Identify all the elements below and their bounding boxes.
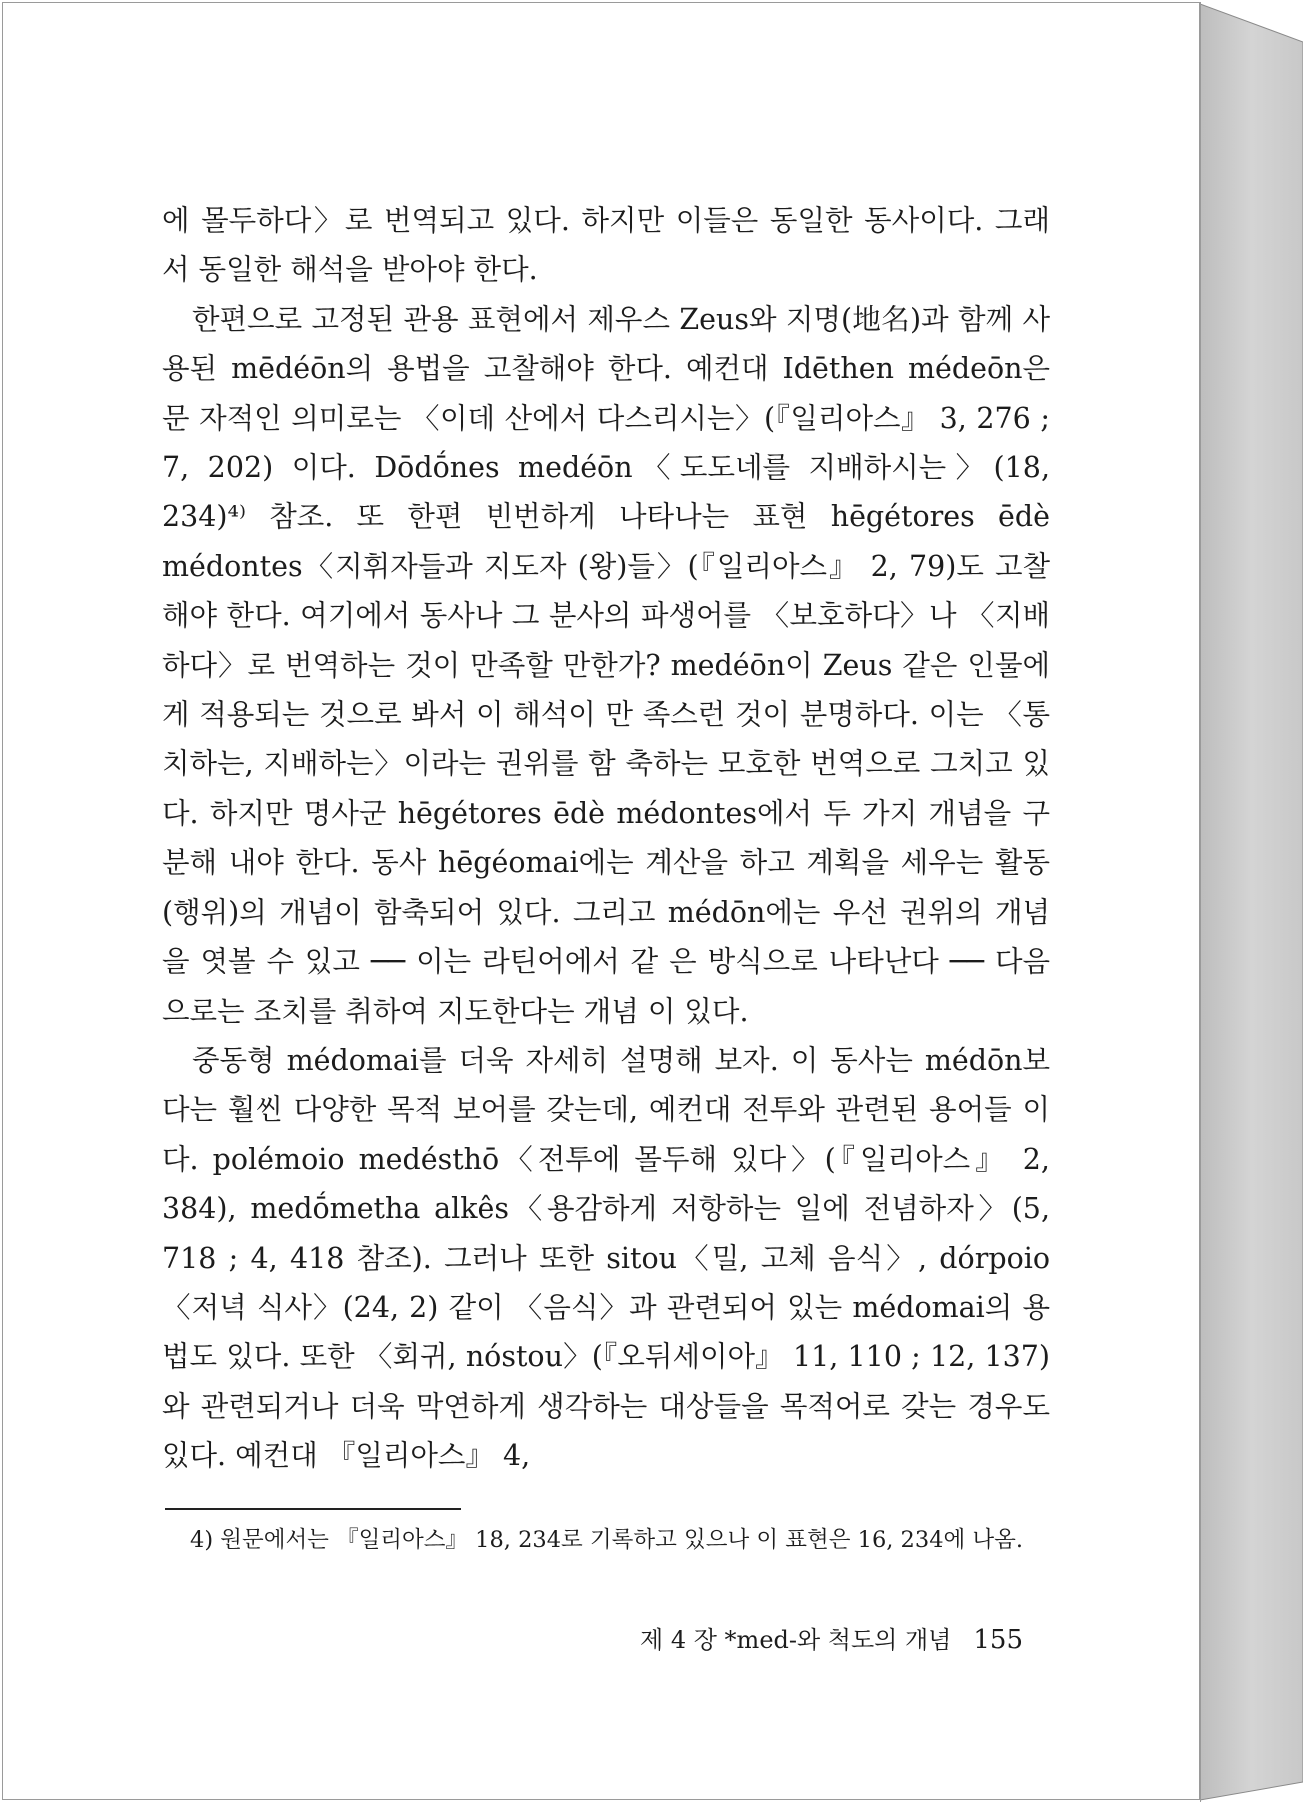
text-line: 은 방식으로 나타난다 ── 다음으로는 조치를 취하여 지도한다는 개념 [162,945,1051,1028]
text-line: 중동형 médomai를 더욱 자세히 설명해 보자. 이 동사는 médōn보 [192,1043,1050,1077]
chapter-title: 제 4 장 *med-와 척도의 개념 [640,1626,952,1654]
text-line: 생각하는 대상들을 목적어로 갖는 경우도 있다. 예컨대 『일리아스』 4, [162,1389,1050,1473]
text-line: médontes에서 두 가지 개념을 구분해 내야 한다. 동사 hēgéomai에는 [162,796,1050,880]
paragraph-1 [162,196,1050,295]
text-line: 축하는 모호한 번역으로 그치고 있다. 하지만 명사군 hēgétores ēdè [162,747,1050,830]
text-line: 이다. polémoio medésthō〈전투에 몰두해 있다〉(『일리아스』 2, 384), [162,1093,1050,1226]
footnote-divider [165,1508,461,1510]
text-line: 자적인 의미로는 〈이데 산에서 다스리시는〉(『일리아스』 3, 276 ; 7, 202) [162,401,1050,485]
text-line: 에 몰두하다〉로 번역되고 있다. 하지만 이들은 동일한 동사이다. 그래 [162,204,1050,237]
page-stack-edge [1200,2,1303,1802]
text-line: medṓmetha alkês〈용감하게 저항하는 일에 전념하자〉(5, 718 ; 4, 418 [162,1192,1051,1275]
text-line: (왕)들〉(『일리아스』 2, 79)도 고찰해야 한다. 여기에서 동사나 그 분사의 [162,549,1051,633]
text-line: medéōn이 Zeus 같은 인물에게 적용되는 것으로 봐서 이 해석이 만 [162,648,1051,732]
text-line: 이다. Dōdṓnes medéōn〈도도네를 지배하시는〉(18, 234)⁴⁾ 참조. 또 한편 [162,451,1051,534]
running-footer [640,1620,1023,1655]
text-line: 한편으로 고정된 관용 표현에서 제우스 Zeus와 지명(地名)과 함께 사 [192,302,1050,336]
text-line: 참조). 그러나 또한 sitou〈밀, 고체 음식〉, dórpoio〈저녁 식사〉(24, 2) [162,1241,1051,1324]
paragraph-2 [162,295,1050,1036]
footnote: 4) 원문에서는 『일리아스』 18, 234로 기록하고 있으나 이 표현은 16, 234에 나옴. [190,1527,1024,1553]
text-line: nóstou〉(『오뒤세이아』 11, 110 ; 12, 137)와 관련되거나 더욱 막연하게 [162,1340,1050,1423]
page-number: 155 [973,1625,1023,1655]
text-line: 빈번하게 나타나는 표현 hēgétores ēdè médontes〈지휘자들과 지도자 [162,500,1050,583]
text-line: médōn에는 우선 권위의 개념을 엿볼 수 있고 ── 이는 라틴어에서 같 [162,895,1051,979]
body-text [162,196,1050,1481]
text-line: 계산을 하고 계획을 세우는 활동(행위)의 개념이 함축되어 있다. 그리고 [162,846,1050,929]
text-line: 파생어를 〈보호하다〉나 〈지배하다〉로 번역하는 것이 만족할 만한가? [162,599,1050,682]
paragraph-3 [162,1036,1050,1481]
text-line: 서 동일한 해석을 받아야 한다. [162,253,538,287]
text-line: 같이 〈음식〉과 관련되어 있는 médomai의 용법도 있다. 또한 〈회귀, [162,1290,1050,1374]
text-line: 용된 mēdéōn의 용법을 고찰해야 한다. 예컨대 Idēthen médeōn은 문 [162,352,1050,435]
text-line: 다는 훨씬 다양한 목적 보어를 갖는데, 예컨대 전투와 관련된 용어들 [162,1093,1012,1127]
text-line: 족스런 것이 분명하다. 이는 〈통치하는, 지배하는〉이라는 권위를 함 [162,698,1051,781]
text-line: 이 있다. [647,994,749,1028]
